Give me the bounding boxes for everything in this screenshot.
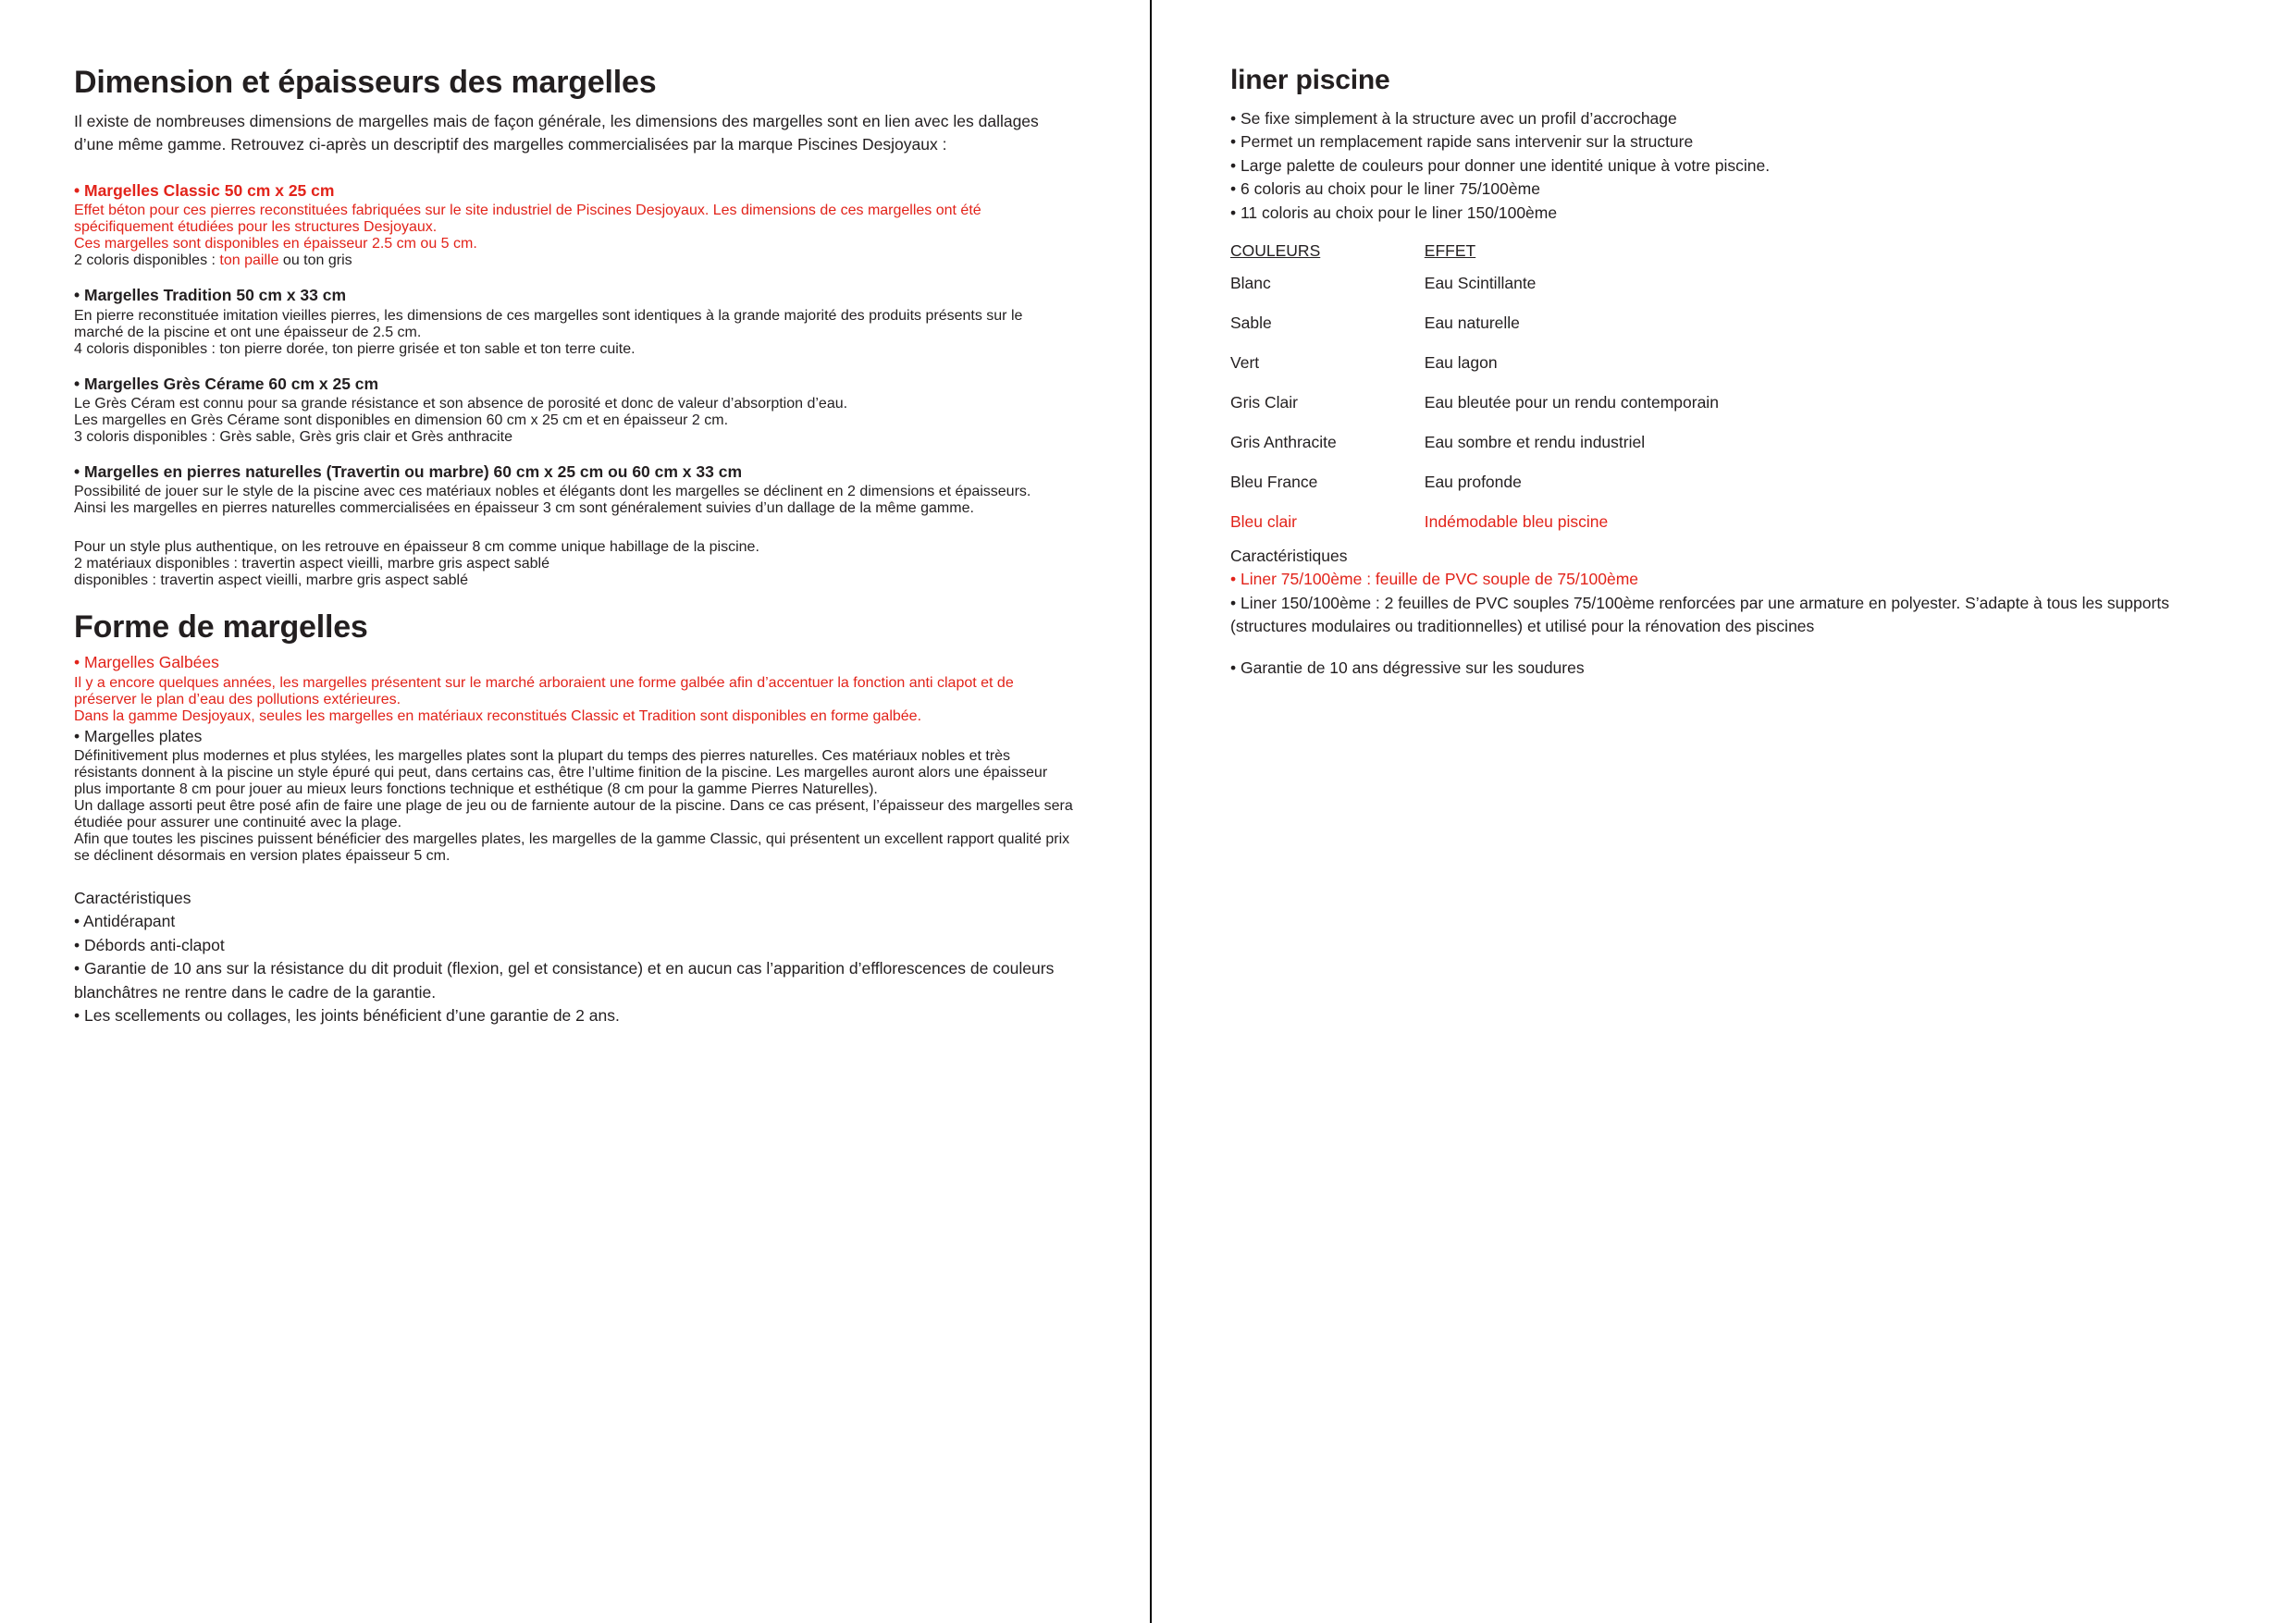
section-line: Définitivement plus modernes et plus stylées, les margelles plates sont la plupart du temps des pierres naturelles. Ces matériaux nobles et très résistants donnent à la piscine un style épuré qui peut, dans certains cas, être l’ultime finition de la piscine. Les margelles auront alors une épaisseur plus importante 8 cm pour jouer au mieux leurs fonctions technique et esthétique (8 cm pour la gamme Pierres Naturelles). xyxy=(74,748,1048,798)
liner-bullet: • 11 coloris au choix pour le liner 150/100ème xyxy=(1230,203,1558,222)
section-line: Effet béton pour ces pierres reconstituées fabriquées sur le site industriel de Piscines Desjoyaux. Les dimensions de ces margelles ont été spécifiquement étudiées pour les structures Desjoyaux. xyxy=(74,203,981,236)
page-title: Dimension et épaisseurs des margelles xyxy=(74,65,657,100)
table-row xyxy=(1230,393,1719,433)
intro-paragraph: Il existe de nombreuses dimensions de margelles mais de façon générale, les dimensions des margelles sont en lien avec les dallages d’une même gamme. Retrouvez ci-après un descriptif des margelles commercialisées par la marque Piscines Desjoyaux : xyxy=(74,112,1039,154)
section-heading: • Margelles en pierres naturelles (Travertin ou marbre) 60 cm x 25 cm ou 60 cm x 33 cm xyxy=(74,461,743,481)
section-line: En pierre reconstituée imitation vieilles pierres, les dimensions de ces margelles sont identiques à la grande majorité des produits présents sur le marché de la piscine et ont une épaisseur de 2.5 cm. xyxy=(74,307,1023,340)
column-header-effet: EFFET xyxy=(1424,240,1476,260)
section-line: Dans la gamme Desjoyaux, seules les margelles en matériaux reconstitués Classic et Tradition sont disponibles en forme galbée. xyxy=(74,707,922,724)
closing-line: disponibles : travertin aspect vieilli, marbre gris aspect sablé xyxy=(74,572,468,589)
section-line-mixed xyxy=(74,252,1076,269)
section-heading: • Margelles Classic 50 cm x 25 cm xyxy=(74,180,335,200)
caracteristique-item: • Liner 150/100ème : 2 feuilles de PVC souples 75/100ème renforcées par une armature en polyester. S’adapte à tous les supports (structures modulaires ou traditionnelles) et utilisé pour la rénovation des piscines xyxy=(1230,593,2169,635)
closing-line: 2 matériaux disponibles : travertin aspect vieilli, marbre gris aspect sablé xyxy=(74,556,550,572)
section-heading: • Margelles Galbées xyxy=(74,653,219,672)
cell-effet: Indémodable bleu piscine xyxy=(1424,511,1609,531)
cell-couleur: Gris Clair xyxy=(1230,392,1298,412)
table-row xyxy=(1230,473,1719,512)
liner-bullet: • Se fixe simplement à la structure avec un profil d’accrochage xyxy=(1230,109,1677,128)
liner-title: liner piscine xyxy=(1230,65,1390,95)
closing-line: Pour un style plus authentique, on les retrouve en épaisseur 8 cm comme unique habillage de la piscine. xyxy=(74,539,759,556)
caracteristiques-block-right xyxy=(1230,545,2222,639)
right-column xyxy=(1150,0,2296,1623)
section-line: 3 coloris disponibles : Grès sable, Grès gris clair et Grès anthracite xyxy=(74,428,512,445)
caracteristiques-block-left xyxy=(74,887,1076,1027)
section-margelles-tradition xyxy=(74,284,1076,357)
section-line: Possibilité de jouer sur le style de la piscine avec ces matériaux nobles et élégants dont les margelles se déclinent en 2 dimensions et épaisseurs. xyxy=(74,484,1031,500)
cell-effet: Eau naturelle xyxy=(1424,313,1520,332)
coloris-suffix: ou ton gris xyxy=(278,252,352,269)
table-header-row xyxy=(1230,241,1719,274)
section-heading: • Margelles Grès Cérame 60 cm x 25 cm xyxy=(74,374,379,393)
cell-effet: Eau sombre et rendu industriel xyxy=(1424,432,1646,451)
caracteristique-item: • Liner 75/100ème : feuille de PVC souple de 75/100ème xyxy=(1230,570,1639,589)
section-line: Ces margelles sont disponibles en épaisseur 2.5 cm ou 5 cm. xyxy=(74,236,477,252)
caracteristique-item: • Les scellements ou collages, les joints bénéficient d’une garantie de 2 ans. xyxy=(74,1005,620,1025)
table-row xyxy=(1230,274,1719,314)
table-row xyxy=(1230,314,1719,353)
section-line: Le Grès Céram est connu pour sa grande résistance et son absence de porosité et donc de valeur d’absorption d’eau. xyxy=(74,395,848,412)
section-margelles-classic xyxy=(74,179,1076,269)
coloris-prefix: 2 coloris disponibles : xyxy=(74,252,220,269)
section-margelles-galbees xyxy=(74,651,1076,724)
section-margelles-plates xyxy=(74,725,1076,865)
couleurs-effet-table xyxy=(1230,241,1719,537)
section-margelles-pierres-naturelles xyxy=(74,461,1076,517)
coloris-red: ton paille xyxy=(219,252,279,269)
section-margelles-gres-cerame xyxy=(74,373,1076,446)
liner-bullet: • Large palette de couleurs pour donner une identité unique à votre piscine. xyxy=(1230,155,1771,175)
caracteristiques-label: Caractéristiques xyxy=(74,889,191,908)
cell-couleur: Blanc xyxy=(1230,273,1271,292)
caracteristique-item: • Antidérapant xyxy=(74,912,176,931)
column-header-couleurs: COULEURS xyxy=(1230,240,1321,260)
section-line: Il y a encore quelques années, les margelles présentent sur le marché arboraient une forme galbée afin d’accentuer la fonction anti clapot et de préserver le plan d’eau des pollutions extérieures. xyxy=(74,674,1014,707)
cell-couleur: Vert xyxy=(1230,352,1260,372)
section-line: Un dallage assorti peut être posé afin de faire une plage de jeu ou de farniente autour de la piscine. Dans ce cas présent, l’épaisseur des margelles sera étudiée pour assurer une continuité avec la plage. xyxy=(74,798,1073,831)
cell-effet: Eau profonde xyxy=(1424,472,1522,491)
cell-effet: Eau Scintillante xyxy=(1424,273,1537,292)
caracteristique-item: • Garantie de 10 ans sur la résistance du dit produit (flexion, gel et consistance) et en aucun cas l’apparition d’efflorescences de couleurs blanchâtres ne rentre dans le cadre de la garantie. xyxy=(74,959,1055,1002)
liner-bullet: • 6 coloris au choix pour le liner 75/100ème xyxy=(1230,179,1540,199)
cell-effet: Eau bleutée pour un rendu contemporain xyxy=(1424,392,1719,412)
liner-bullet: • Permet un remplacement rapide sans intervenir sur la structure xyxy=(1230,132,1694,152)
table-row xyxy=(1230,353,1719,393)
garantie-block xyxy=(1230,657,2222,680)
section-heading: • Margelles Tradition 50 cm x 33 cm xyxy=(74,286,347,305)
table-row xyxy=(1230,433,1719,473)
cell-effet: Eau lagon xyxy=(1424,352,1498,372)
section-heading: • Margelles plates xyxy=(74,726,203,745)
closing-paragraph xyxy=(74,539,1076,589)
caracteristiques-label: Caractéristiques xyxy=(1230,546,1348,565)
section-line: Ainsi les margelles en pierres naturelles commercialisées en épaisseur 3 cm sont généralement suivies d’un dallage de la même gamme. xyxy=(74,500,974,517)
cell-couleur: Sable xyxy=(1230,313,1272,332)
table-row xyxy=(1230,512,1719,537)
section-title-forme-de-margelles: Forme de margelles xyxy=(74,609,368,646)
section-line: Les margelles en Grès Cérame sont disponibles en dimension 60 cm x 25 cm et en épaisseur 2 cm. xyxy=(74,412,729,428)
liner-bullets xyxy=(1230,107,2222,225)
section-line: 4 coloris disponibles : ton pierre dorée, ton pierre grisée et ton sable et ton terre cuite. xyxy=(74,340,636,357)
cell-couleur: Bleu France xyxy=(1230,472,1318,491)
section-line: Afin que toutes les piscines puissent bénéficier des margelles plates, les margelles de la gamme Classic, qui présentent un excellent rapport qualité prix se déclinent désormais en version plates épaisseur 5 cm. xyxy=(74,831,1070,865)
cell-couleur: Gris Anthracite xyxy=(1230,432,1337,451)
cell-couleur: Bleu clair xyxy=(1230,511,1297,531)
caracteristique-item: • Débords anti-clapot xyxy=(74,935,225,954)
garantie-item: • Garantie de 10 ans dégressive sur les soudures xyxy=(1230,658,1585,678)
